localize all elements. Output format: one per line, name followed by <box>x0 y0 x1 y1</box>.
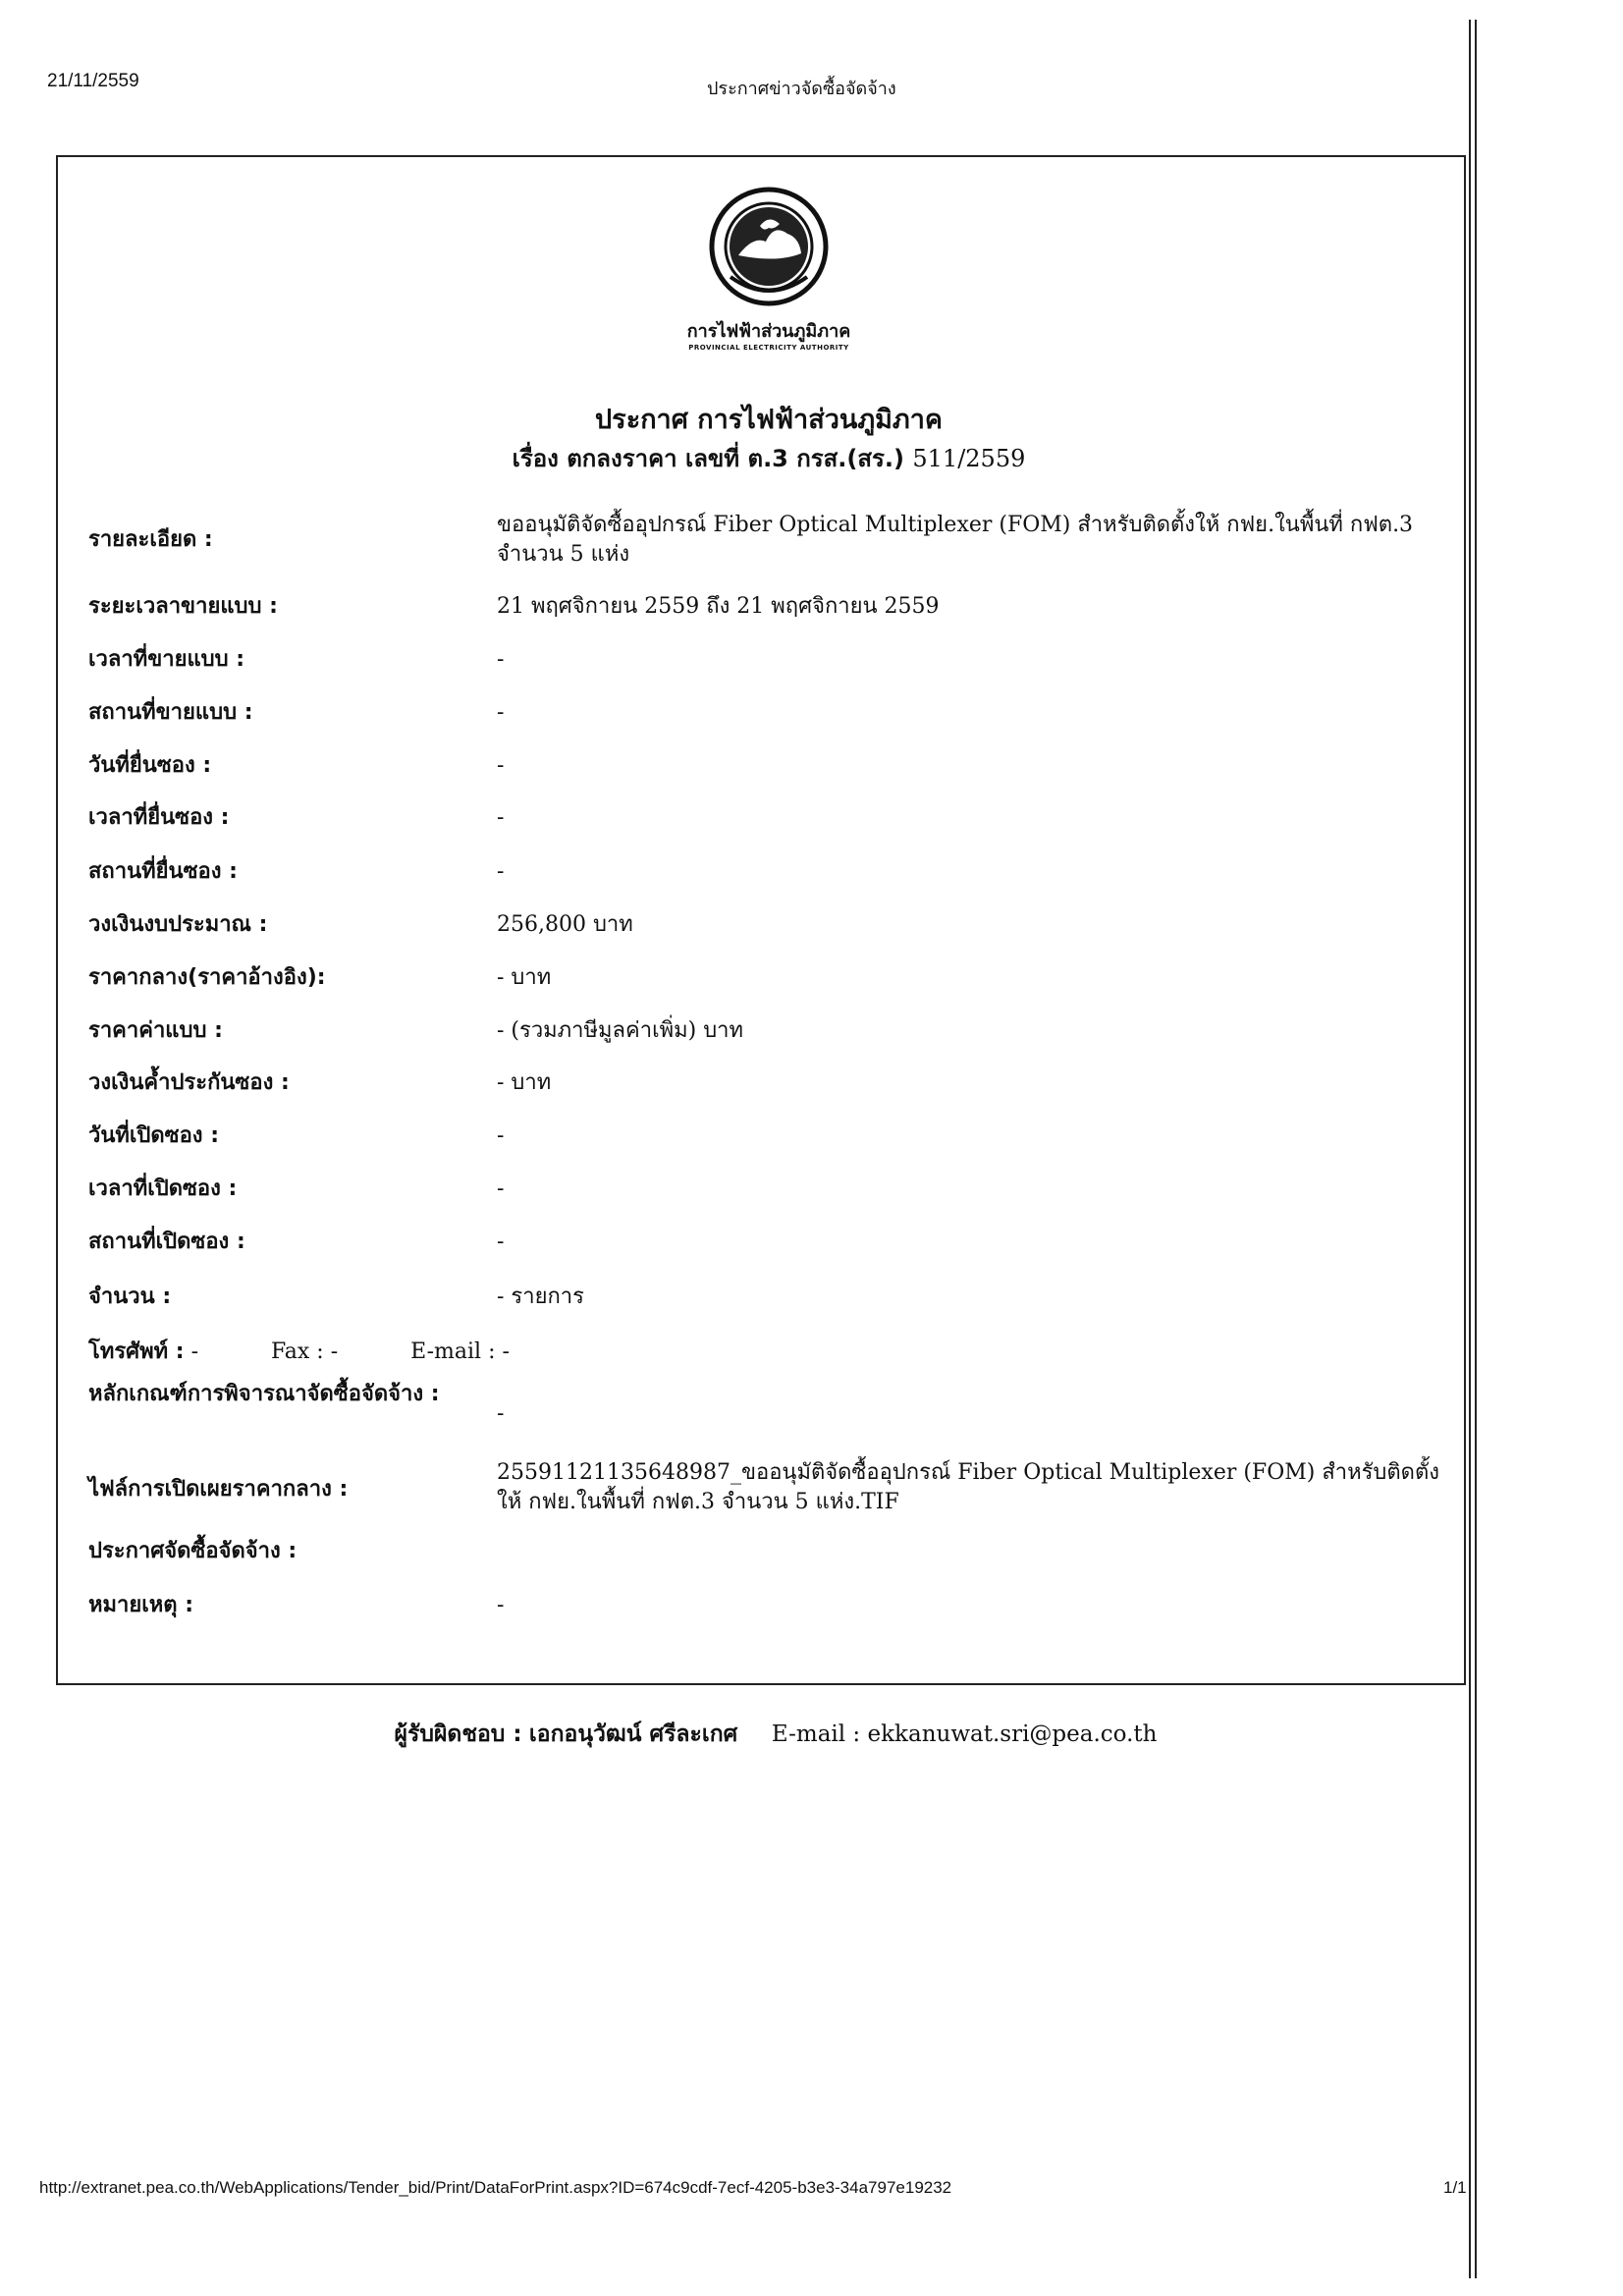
field-value: - <box>497 1593 505 1617</box>
field-label: สถานที่เปิดซอง : <box>88 1230 245 1254</box>
footer-url[interactable]: http://extranet.pea.co.th/WebApplications/Tender_bid/Print/DataForPrint.aspx?ID=674c9cdf-7ecf-4205-b3e3-34a797e19232 <box>39 2178 952 2197</box>
field-value: 25591121135648987_ขออนุมัติจัดซื้ออุปกรณ์ Fiber Optical Multiplexer (FOM) สำหรับติดตั้งให้ กฟย.ในพื้นที่ กฟต.3 จำนวน 5 แห่ง.TIF <box>497 1460 1439 1514</box>
field-label: เวลาที่เปิดซอง : <box>88 1176 238 1201</box>
print-header-title: ประกาศข่าวจัดซื้อจัดจ้าง <box>707 79 896 99</box>
right-border-line <box>1469 20 1471 2278</box>
subject-number: 511/2559 <box>912 445 1026 472</box>
field-value: - <box>497 700 505 725</box>
field-label: วันที่เปิดซอง : <box>88 1123 220 1148</box>
subject-label: เรื่อง ตกลงราคา เลขที่ ต.3 กรส.(สร.) <box>512 445 905 472</box>
fax-value: - <box>330 1339 339 1364</box>
page-number: 1/1 <box>1443 2178 1467 2197</box>
pea-logo-icon <box>709 187 829 306</box>
field-label: สถานที่ขายแบบ : <box>88 700 253 725</box>
phone-value: - <box>190 1339 198 1364</box>
field-label: หมายเหตุ : <box>88 1593 194 1617</box>
field-value: - <box>497 859 505 884</box>
field-label: จำนวน : <box>88 1285 172 1309</box>
field-value: 256,800 บาท <box>497 912 633 937</box>
field-label: ไฟล์การเปิดเผยราคากลาง : <box>88 1477 349 1502</box>
field-value: - (รวมภาษีมูลค่าเพิ่ม) บาท <box>497 1018 744 1043</box>
announcement-subject <box>295 439 1243 477</box>
field-label: วงเงินงบประมาณ : <box>88 912 268 937</box>
field-value: - <box>497 805 505 830</box>
announcement-title: ประกาศ การไฟฟ้าส่วนภูมิภาค <box>595 405 943 435</box>
org-name-th: การไฟฟ้าส่วนภูมิภาค <box>686 321 851 342</box>
field-label: ระยะเวลาขายแบบ : <box>88 594 278 619</box>
responsible-email[interactable]: ekkanuwat.sri@pea.co.th <box>867 1722 1158 1747</box>
field-label: เวลาที่ขายแบบ : <box>88 647 245 672</box>
field-value: - บาท <box>497 965 552 990</box>
right-border-line-2 <box>1475 20 1477 2278</box>
print-date: 21/11/2559 <box>47 71 139 91</box>
field-label: หลักเกณฑ์การพิจารณาจัดซื้อจัดจ้าง : <box>88 1382 440 1406</box>
field-value: - <box>497 753 505 778</box>
field-value: - <box>497 1176 505 1201</box>
field-value: ขออนุมัติจัดซื้ออุปกรณ์ Fiber Optical Multiplexer (FOM) สำหรับติดตั้งให้ กฟย.ในพื้นที่ กฟต.3 จำนวน 5 แห่ง <box>497 513 1414 567</box>
phone-label: โทรศัพท์ : <box>88 1339 185 1364</box>
responsible-line <box>196 1717 1355 1752</box>
field-label: เวลาที่ยื่นซอง : <box>88 805 230 830</box>
field-label: รายละเอียด : <box>88 527 213 552</box>
field-label: ประกาศจัดซื้อจัดจ้าง : <box>88 1539 298 1563</box>
field-value: - <box>497 1401 505 1426</box>
responsible-label: ผู้รับผิดชอบ : <box>394 1722 522 1747</box>
field-label: สถานที่ยื่นซอง : <box>88 859 238 884</box>
email-value: - <box>502 1339 510 1364</box>
org-name-en: PROVINCIAL ELECTRICITY AUTHORITY <box>688 344 849 352</box>
field-value: 21 พฤศจิกายน 2559 ถึง 21 พฤศจิกายน 2559 <box>497 594 940 619</box>
responsible-email-label: E-mail : <box>771 1722 861 1747</box>
field-value: - <box>497 1230 505 1254</box>
responsible-name: เอกอนุวัฒน์ ศรีละเกศ <box>528 1722 738 1747</box>
field-value: - บาท <box>497 1070 552 1095</box>
field-value: - รายการ <box>497 1285 584 1309</box>
field-label: ราคาค่าแบบ : <box>88 1018 223 1043</box>
fax-label: Fax : <box>271 1339 324 1364</box>
field-value: - <box>497 647 505 672</box>
field-label: วันที่ยื่นซอง : <box>88 753 212 778</box>
field-label: วงเงินค้ำประกันซอง : <box>88 1070 290 1095</box>
contact-row <box>88 1334 1365 1368</box>
field-label: ราคากลาง(ราคาอ้างอิง): <box>88 965 326 990</box>
email-label: E-mail : <box>410 1339 496 1364</box>
field-value: - <box>497 1123 505 1148</box>
